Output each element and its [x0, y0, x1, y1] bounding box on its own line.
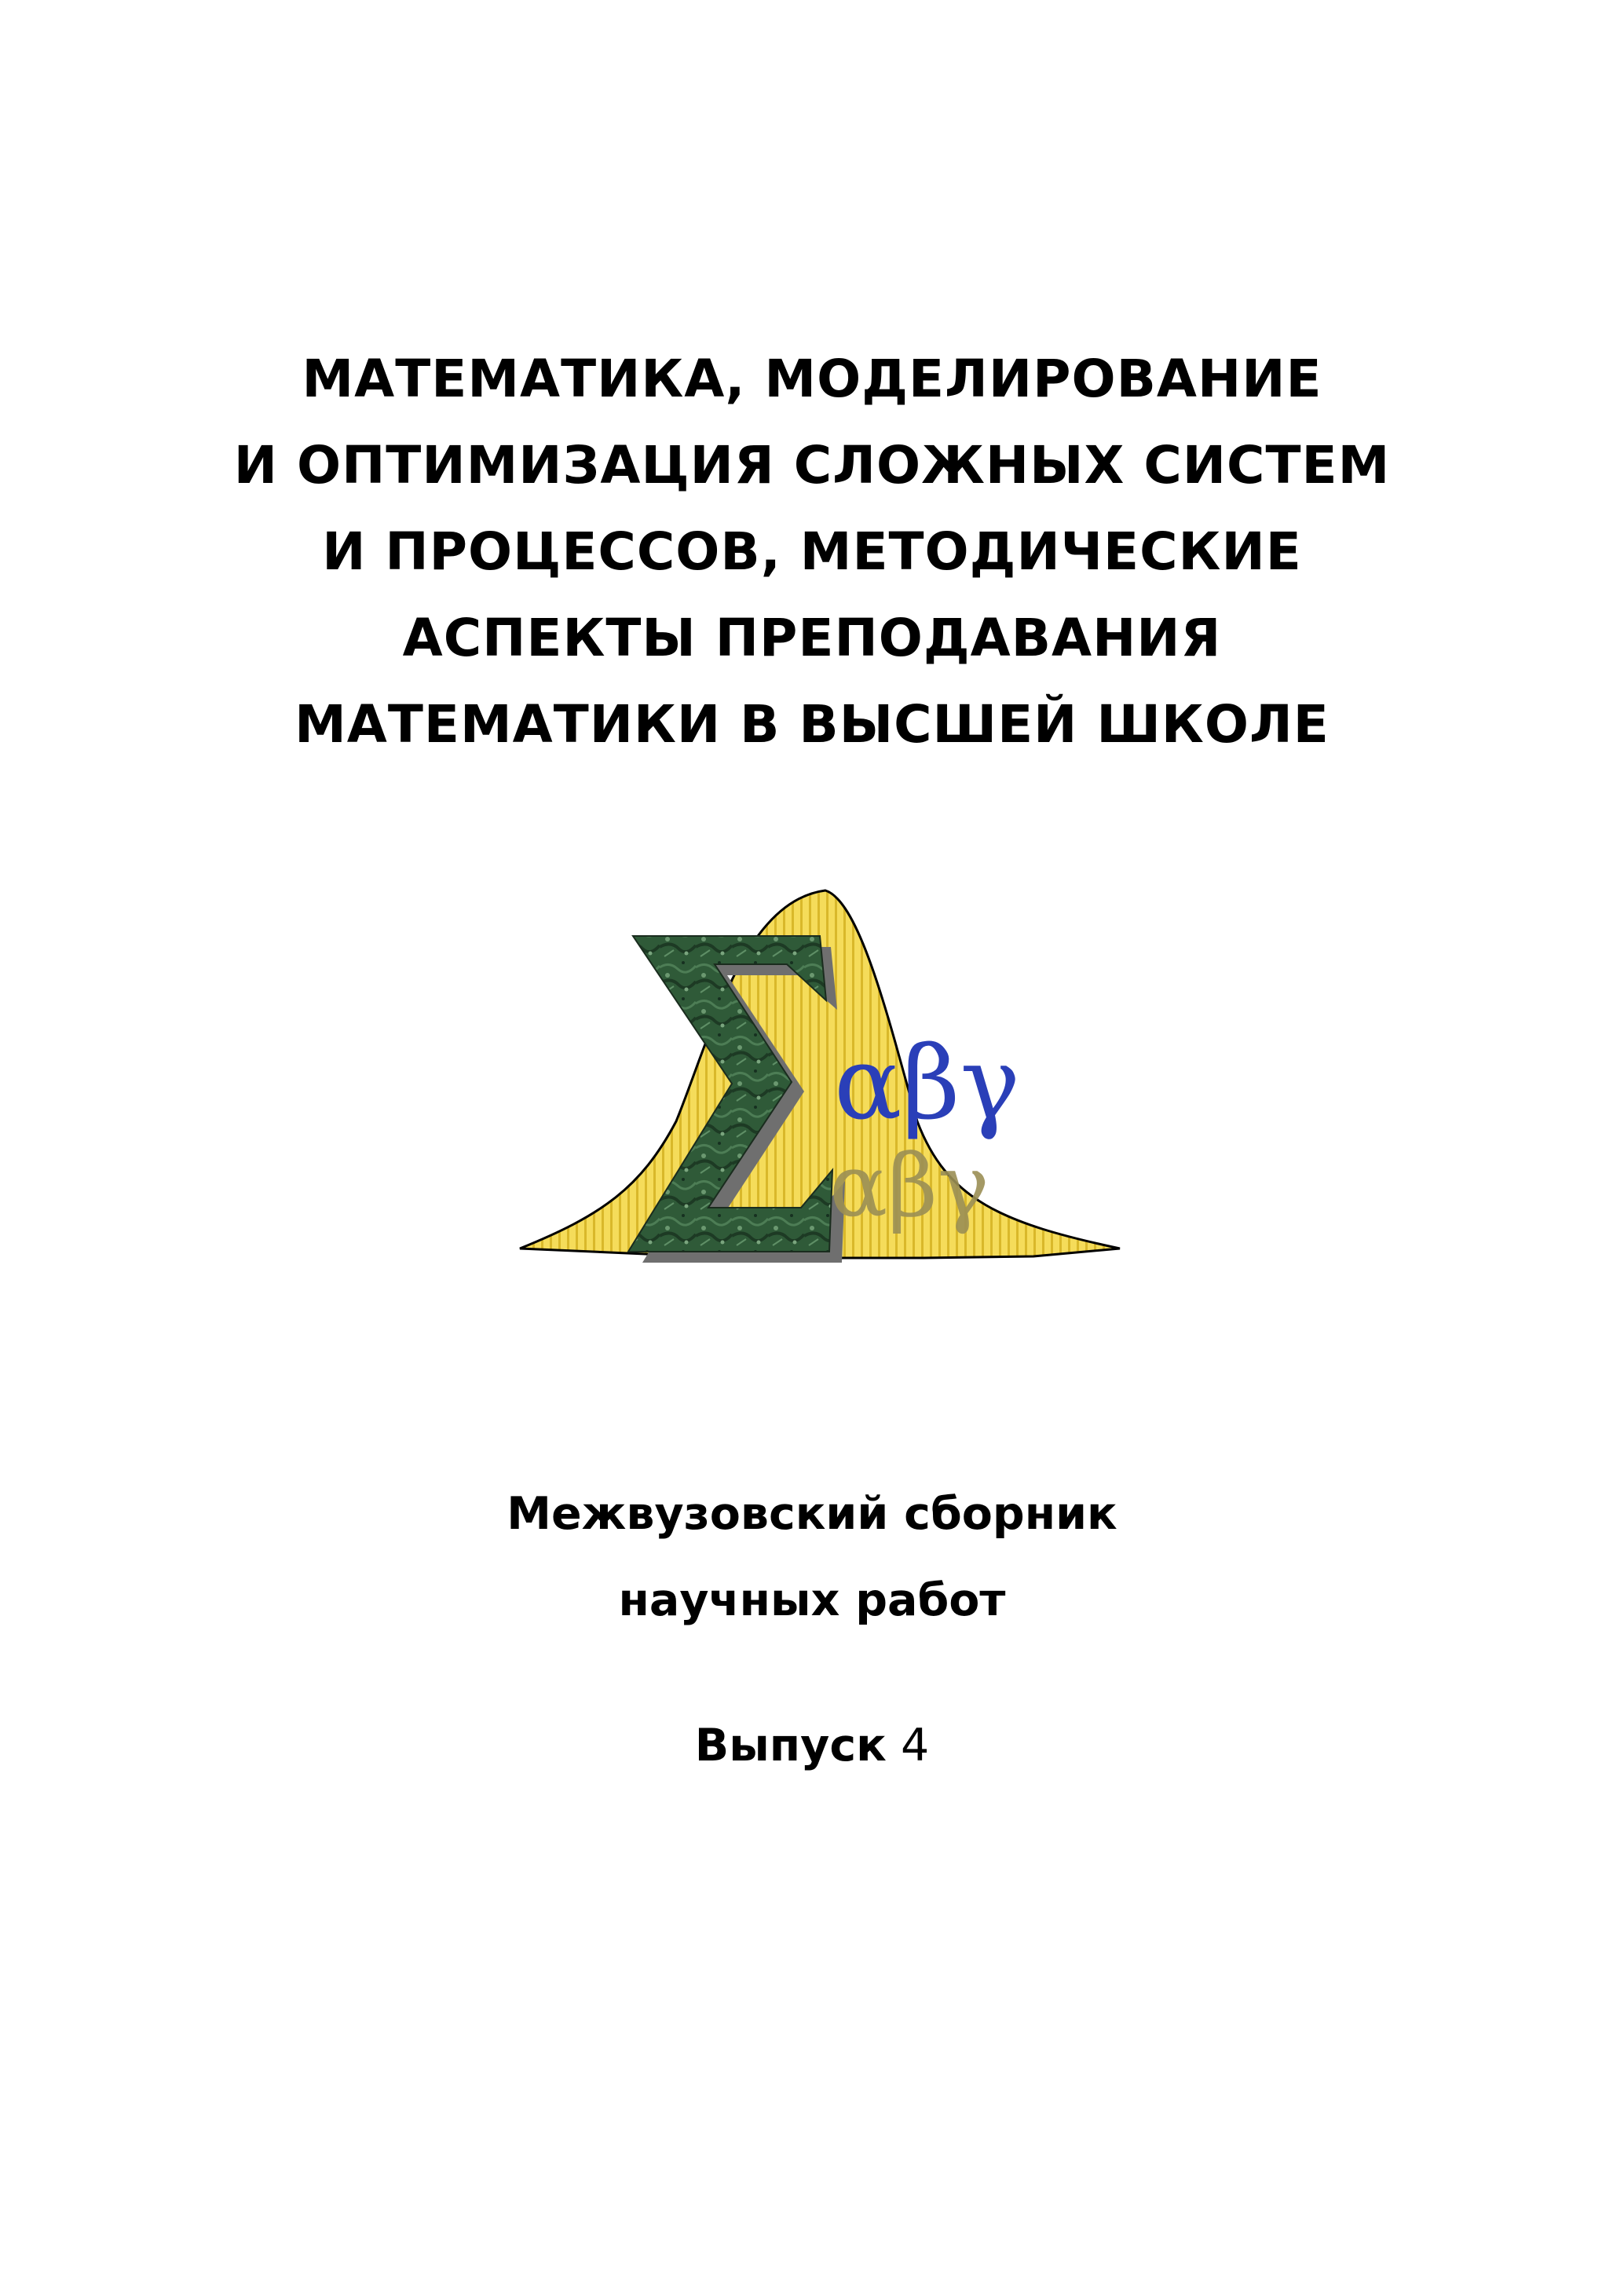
title-line-3: И ПРОЦЕССОВ, МЕТОДИЧЕСКИЕ [322, 521, 1302, 582]
issue-number: 4 [900, 1720, 930, 1771]
title-line-5: МАТЕМАТИКИ В ВЫСШЕЙ ШКОЛЕ [294, 694, 1330, 755]
issue-line [0, 1714, 1624, 1777]
issue-label: Выпуск [694, 1720, 887, 1771]
title-line-2: И ОПТИМИЗАЦИЯ СЛОЖНЫХ СИСТЕМ [233, 435, 1391, 495]
subtitle-line-1: Межвузовский сборник [507, 1488, 1117, 1540]
greek-letters: αβγ [834, 1026, 1020, 1143]
greek-letters-shadow: αβγ [829, 1135, 989, 1236]
logo-graphic [515, 886, 1143, 1355]
title-line-1: МАТЕМАТИКА, МОДЕЛИРОВАНИЕ [302, 349, 1322, 409]
book-title [0, 336, 1624, 768]
title-line-4: АСПЕКТЫ ПРЕПОДАВАНИЯ [402, 608, 1222, 668]
subtitle-line-2: научных работ [618, 1574, 1006, 1626]
sigma-alpha-beta-gamma-logo [515, 886, 1143, 1355]
collection-subtitle [0, 1471, 1624, 1643]
